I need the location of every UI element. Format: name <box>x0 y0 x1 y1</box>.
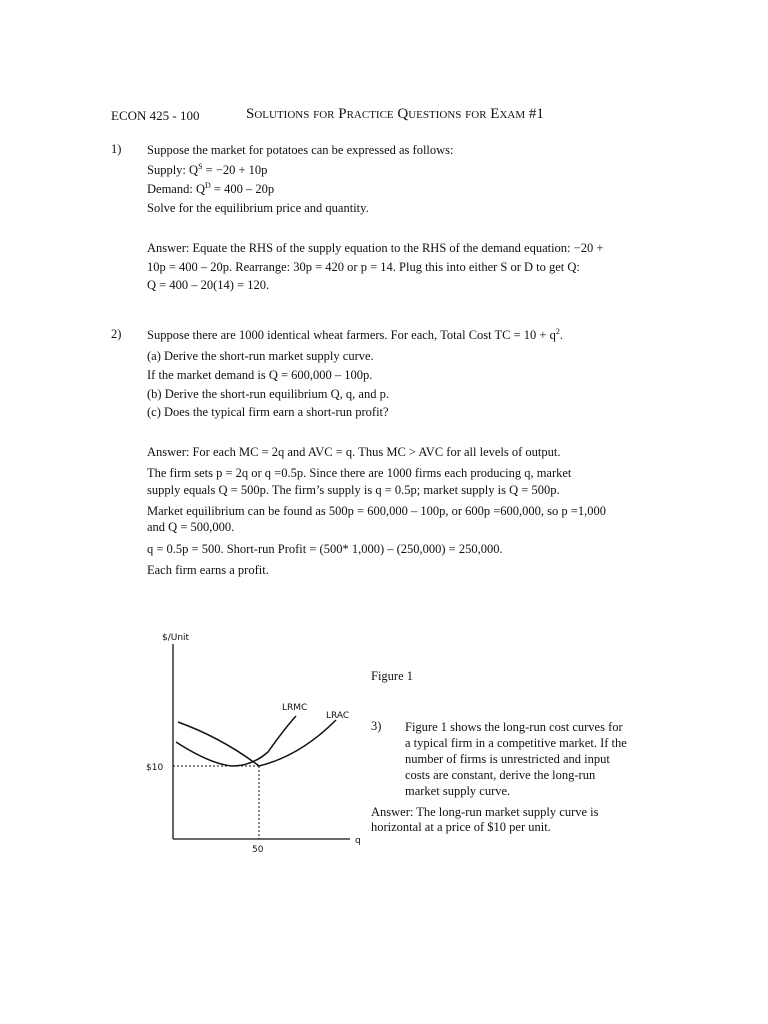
figure-xlabel: q <box>355 836 361 846</box>
price-tick-label: $10 <box>146 763 164 773</box>
q1-answer-line: Answer: Equate the RHS of the supply equation to the RHS of the demand equation: −20 + <box>147 241 604 255</box>
q2-part-a: (a) Derive the short-run market supply curve. <box>147 349 374 363</box>
q3-text-line: a typical firm in a competitive market. If the <box>405 736 627 750</box>
q2-demand: If the market demand is Q = 600,000 – 100p. <box>147 368 373 382</box>
q2-answer-line: Answer: For each MC = 2q and AVC = q. Thus MC > AVC for all levels of output. <box>147 445 561 459</box>
q2-intro-sup: 2 <box>555 326 560 336</box>
lrmc-curve <box>176 716 296 766</box>
q2-answer-line: The firm sets p = 2q or q =0.5p. Since there are 1000 firms each producing q, market <box>147 466 572 480</box>
q2-number: 2) <box>111 327 122 341</box>
q1-supply-pre: Supply: Q <box>147 163 199 177</box>
q3-answer-line: Answer: The long-run market supply curve is <box>371 805 599 819</box>
q3-text-line: Figure 1 shows the long-run cost curves for <box>405 720 623 734</box>
lrmc-label: LRMC <box>282 703 308 713</box>
q2-intro <box>147 327 563 343</box>
q3-answer-line: horizontal at a price of $10 per unit. <box>371 820 551 834</box>
q2-answer-line: q = 0.5p = 500. Short-run Profit = (500* 1,000) – (250,000) = 250,000. <box>147 542 503 556</box>
cost-curves-figure <box>140 628 365 858</box>
page-title: Solutions for Practice Questions for Exam #1 <box>246 106 544 122</box>
q2-intro-post: . <box>559 328 563 342</box>
q3-text-line: number of firms is unrestricted and input <box>405 752 610 766</box>
figure-caption: Figure 1 <box>371 669 414 683</box>
q2-part-c: (c) Does the typical firm earn a short-run profit? <box>147 405 389 419</box>
q2-answer-line: and Q = 500,000. <box>147 520 235 534</box>
q1-intro: Suppose the market for potatoes can be expressed as follows: <box>147 143 454 157</box>
q3-text-line: costs are constant, derive the long-run <box>405 768 596 782</box>
q1-answer-line: 10p = 400 – 20p. Rearrange: 30p = 420 or p = 14. Plug this into either S or D to get Q: <box>147 260 580 274</box>
course-code: ECON 425 - 100 <box>111 108 200 123</box>
q1-number: 1) <box>111 142 122 156</box>
q1-demand <box>147 181 274 197</box>
figure-ylabel: $/Unit <box>162 633 190 643</box>
q1-supply-post: = −20 + 10p <box>202 163 268 177</box>
q2-answer-line: supply equals Q = 500p. The firm’s supply is q = 0.5p; market supply is Q = 500p. <box>147 483 560 497</box>
q1-demand-pre: Demand: Q <box>147 182 205 196</box>
lrac-label: LRAC <box>326 711 350 721</box>
q1-task: Solve for the equilibrium price and quantity. <box>147 201 369 215</box>
q1-demand-sup: D <box>204 180 211 190</box>
q3-text-line: market supply curve. <box>405 784 511 798</box>
q1-supply <box>147 162 267 178</box>
quantity-tick-label: 50 <box>252 845 264 855</box>
q1-demand-post: = 400 – 20p <box>210 182 275 196</box>
q1-supply-sup: S <box>198 161 203 171</box>
q2-part-b: (b) Derive the short-run equilibrium Q, q, and p. <box>147 387 389 401</box>
q3-number: 3) <box>371 719 382 733</box>
q2-answer-line: Market equilibrium can be found as 500p = 600,000 – 100p, or 600p =600,000, so p =1,000 <box>147 504 606 518</box>
q2-answer-line: Each firm earns a profit. <box>147 563 269 577</box>
q2-intro-pre: Suppose there are 1000 identical wheat farmers. For each, Total Cost TC = 10 + q <box>147 328 556 342</box>
q1-answer-line: Q = 400 – 20(14) = 120. <box>147 278 270 292</box>
